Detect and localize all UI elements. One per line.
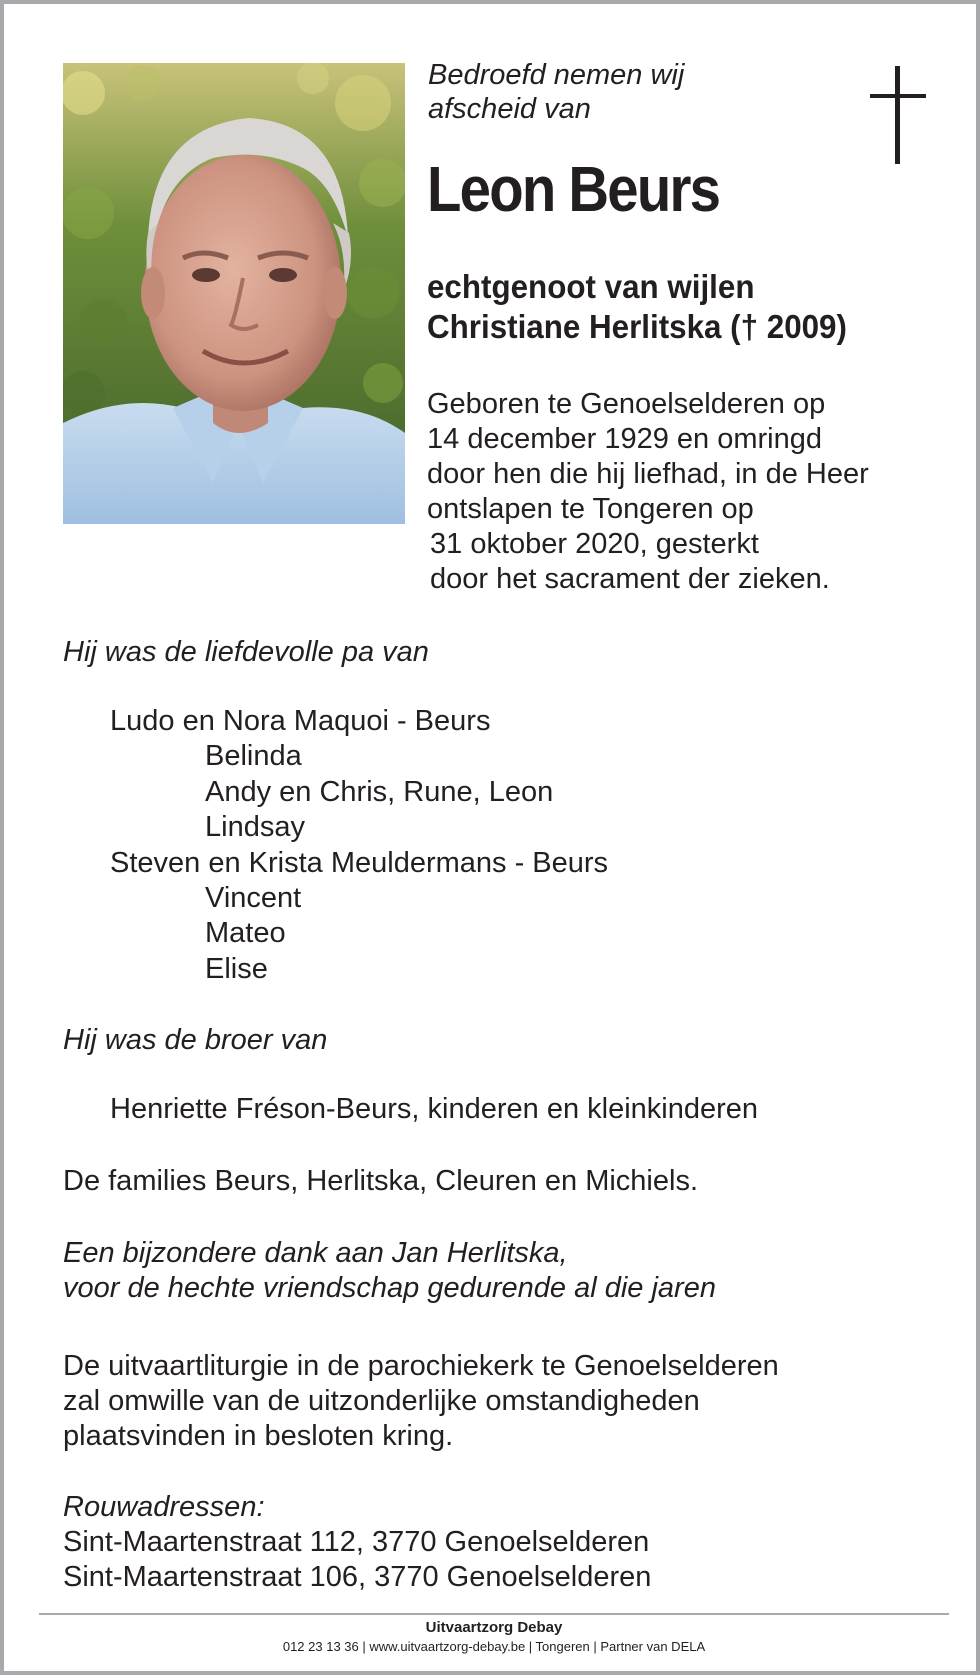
grandchild: Elise xyxy=(205,952,268,985)
liturgy-line: De uitvaartliturgie in de parochiekerk te Genoelselderen xyxy=(63,1350,779,1382)
grandchild: Belinda xyxy=(205,740,302,773)
sibling-entry: Henriette Fréson-Beurs, kinderen en kleinkinderen xyxy=(110,1093,759,1125)
address-line: Sint-Maartenstraat 106, 3770 Genoelselderen xyxy=(63,1561,652,1593)
thanks-line: voor de hechte vriendschap gedurende al die jaren xyxy=(63,1272,716,1304)
liturgy-line: zal omwille van de uitzonderlijke omstandigheden xyxy=(63,1385,700,1417)
spouse-line: Christiane Herlitska († 2009) xyxy=(427,308,847,345)
addresses-label: Rouwadressen: xyxy=(63,1491,265,1523)
thanks-text xyxy=(63,1236,716,1306)
bio-line: 14 december 1929 en omringd xyxy=(427,423,822,455)
cross-icon xyxy=(870,66,926,164)
footer-divider xyxy=(39,1613,949,1615)
families-line: De families Beurs, Herlitska, Cleuren en Michiels. xyxy=(63,1165,698,1197)
bio-line: Geboren te Genoelselderen op xyxy=(427,388,826,420)
grandchild: Mateo xyxy=(205,917,286,950)
bio-line: ontslapen te Tongeren op xyxy=(427,493,754,525)
child-family: Steven en Krista Meuldermans - Beurs xyxy=(110,846,609,879)
spouse-line: echtgenoot van wijlen xyxy=(427,268,755,305)
portrait-photo xyxy=(63,63,405,524)
bio-text xyxy=(427,387,869,597)
intro-line: Bedroefd nemen wij xyxy=(428,59,685,91)
address-line: Sint-Maartenstraat 112, 3770 Genoelselderen xyxy=(63,1526,650,1558)
intro-line: afscheid van xyxy=(428,93,591,125)
children-label: Hij was de liefdevolle pa van xyxy=(63,636,429,668)
funeral-home-contact: 012 23 13 36 | www.uitvaartzorg-debay.be | Tongeren | Partner van DELA xyxy=(282,1639,706,1654)
bio-line: 31 oktober 2020, gesterkt xyxy=(430,528,759,560)
children-list xyxy=(110,704,608,987)
liturgy-line: plaatsvinden in besloten kring. xyxy=(63,1420,454,1452)
grandchild: Vincent xyxy=(205,882,302,915)
intro-text xyxy=(428,58,684,126)
child-family: Ludo en Nora Maquoi - Beurs xyxy=(110,705,491,737)
funeral-home-name: Uitvaartzorg Debay xyxy=(425,1619,563,1636)
bio-line: door het sacrament der zieken. xyxy=(430,563,830,595)
thanks-line: Een bijzondere dank aan Jan Herlitska, xyxy=(63,1237,568,1269)
mourning-addresses xyxy=(63,1490,651,1595)
liturgy-text xyxy=(63,1349,779,1454)
grandchild: Andy en Chris, Rune, Leon xyxy=(205,775,554,808)
spouse-text xyxy=(427,267,847,347)
grandchild: Lindsay xyxy=(205,811,305,844)
siblings-label: Hij was de broer van xyxy=(63,1024,328,1056)
deceased-name: Leon Beurs xyxy=(427,153,720,225)
bio-line: door hen die hij liefhad, in de Heer xyxy=(427,458,869,490)
